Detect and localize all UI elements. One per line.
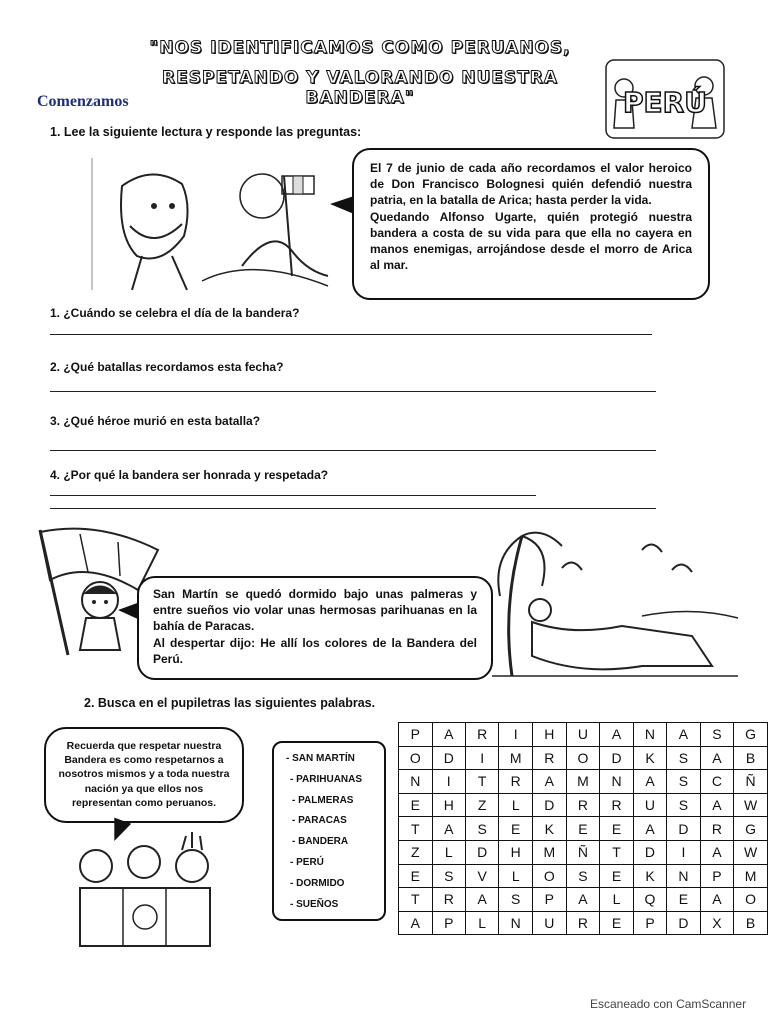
reading-bubble xyxy=(352,148,710,300)
word-search-cell[interactable]: R xyxy=(432,888,465,912)
answer-line-3[interactable] xyxy=(50,450,656,451)
answer-line-4b[interactable] xyxy=(50,508,656,509)
word-search-cell[interactable]: A xyxy=(700,746,733,770)
word-search-cell[interactable]: S xyxy=(667,793,700,817)
word-search-cell[interactable]: U xyxy=(566,723,600,747)
word-search-cell[interactable]: T xyxy=(399,888,433,912)
word-search-cell[interactable]: S xyxy=(432,864,465,888)
word-search-cell[interactable]: W xyxy=(734,793,768,817)
word-search-cell[interactable]: T xyxy=(399,817,433,841)
question-3: 3. ¿Qué héroe murió en esta batalla? xyxy=(50,414,261,428)
word-search-cell[interactable]: P xyxy=(533,888,567,912)
word-search-cell[interactable]: S xyxy=(566,864,600,888)
reading-bubble-tail xyxy=(330,196,354,214)
word-search-cell[interactable]: D xyxy=(600,746,633,770)
word-search-cell[interactable]: A xyxy=(700,840,733,864)
word-search-cell[interactable]: D xyxy=(465,840,498,864)
word-search-cell[interactable]: S xyxy=(465,817,498,841)
word-search-row xyxy=(399,888,768,912)
word-search-cell[interactable]: O xyxy=(566,746,600,770)
word-search-cell[interactable]: V xyxy=(465,864,498,888)
word-search-cell[interactable]: A xyxy=(465,888,498,912)
word-search-cell[interactable]: E xyxy=(600,817,633,841)
word-search-cell[interactable]: E xyxy=(667,888,700,912)
word-search-cell[interactable]: R xyxy=(600,793,633,817)
word-search-cell[interactable]: I xyxy=(667,840,700,864)
word-search-cell[interactable]: P xyxy=(432,911,465,935)
word-search-row xyxy=(399,746,768,770)
word-search-cell[interactable]: B xyxy=(734,746,768,770)
word-search-cell[interactable]: D xyxy=(667,817,700,841)
question-2: 2. ¿Qué batallas recordamos esta fecha? xyxy=(50,360,284,374)
word-search-cell[interactable]: P xyxy=(399,723,433,747)
word-search-cell[interactable]: P xyxy=(633,911,667,935)
word-search-cell[interactable]: A xyxy=(700,793,733,817)
word-search-cell[interactable]: D xyxy=(533,793,567,817)
word-search-cell[interactable]: Q xyxy=(633,888,667,912)
word-search-cell[interactable]: N xyxy=(633,723,667,747)
word-list-item: - PERÚ xyxy=(290,856,324,868)
word-search-cell[interactable]: N xyxy=(667,864,700,888)
reminder-bubble: Recuerda que respetar nuestra Bandera es como respetarnos a nosotros mismos y a toda nuestra nación ya que ellos nos representan como peruanos. xyxy=(44,727,244,823)
word-search-cell[interactable]: N xyxy=(499,911,533,935)
word-search-cell[interactable]: S xyxy=(667,770,700,794)
word-search-cell[interactable]: N xyxy=(600,770,633,794)
word-search-cell[interactable]: E xyxy=(399,864,433,888)
word-search-cell[interactable]: I xyxy=(465,746,498,770)
word-search-cell[interactable]: O xyxy=(734,888,768,912)
story-bubble xyxy=(137,576,493,680)
word-search-cell[interactable]: W xyxy=(734,840,768,864)
word-search-cell[interactable]: O xyxy=(533,864,567,888)
word-search-cell[interactable]: T xyxy=(465,770,498,794)
word-search-cell[interactable]: I xyxy=(499,723,533,747)
word-list-box xyxy=(272,741,386,921)
word-list-item: - SUEÑOS xyxy=(290,898,339,910)
word-search-row xyxy=(399,864,768,888)
word-list-item: - SAN MARTÍN xyxy=(286,753,355,764)
word-search-cell[interactable]: N xyxy=(399,770,433,794)
word-search-cell[interactable]: R xyxy=(499,770,533,794)
reading-paragraph-2: Quedando Alfonso Ugarte, quién protegió nuestra bandera a costa de su vida para que ella no cayera en manos enemigas, arrojándose desde el morro de Arica al mar. xyxy=(370,209,692,273)
word-search-cell[interactable]: L xyxy=(600,888,633,912)
word-search-cell[interactable]: R xyxy=(700,817,733,841)
section-label: Comenzamos xyxy=(37,93,129,110)
word-search-cell[interactable]: A xyxy=(600,723,633,747)
logo-text: PERÚ xyxy=(623,86,707,119)
word-search-cell[interactable]: Z xyxy=(465,793,498,817)
word-search-cell[interactable]: C xyxy=(700,770,733,794)
word-search-cell[interactable]: L xyxy=(499,793,533,817)
word-search-cell[interactable]: M xyxy=(499,746,533,770)
word-search-cell[interactable]: A xyxy=(700,888,733,912)
story-paragraph-1: San Martín se quedó dormido bajo unas palmeras y entre sueños vio volar unas hermosas parihuanas en la bahía de Paracas. xyxy=(153,587,477,634)
title-line-1: "NOS IDENTIFICAMOS COMO PERUANOS, xyxy=(149,38,571,58)
word-search-cell[interactable]: U xyxy=(533,911,567,935)
word-search-cell[interactable]: R xyxy=(566,911,600,935)
word-search-cell[interactable]: M xyxy=(533,840,567,864)
word-search-cell[interactable]: I xyxy=(432,770,465,794)
bolognesi-illustration xyxy=(92,156,330,292)
word-search-row xyxy=(399,911,768,935)
word-search-cell[interactable]: A xyxy=(633,770,667,794)
word-search-cell[interactable]: Z xyxy=(399,840,433,864)
reading-paragraph-1: El 7 de junio de cada año recordamos el valor heroico de Don Francisco Bolognesi quién defendió nuestra patria, en la batalla de Arica; hasta perder la vida. xyxy=(370,161,692,208)
word-search-cell[interactable]: E xyxy=(499,817,533,841)
question-4: 4. ¿Por qué la bandera ser honrada y respetada? xyxy=(50,468,329,482)
word-search-cell[interactable]: L xyxy=(465,911,498,935)
word-search-cell[interactable]: R xyxy=(533,746,567,770)
word-search-cell[interactable]: K xyxy=(633,746,667,770)
word-search-grid xyxy=(398,722,768,935)
san-martin-sleeping-illustration xyxy=(492,526,738,686)
word-search-cell[interactable]: E xyxy=(566,817,600,841)
word-search-cell[interactable]: A xyxy=(432,723,465,747)
word-search-cell[interactable]: X xyxy=(700,911,733,935)
word-search-cell[interactable]: B xyxy=(734,911,768,935)
word-search-cell[interactable]: Ñ xyxy=(566,840,600,864)
peru-logo-illustration xyxy=(604,58,726,140)
word-search-cell[interactable]: L xyxy=(432,840,465,864)
word-search-row xyxy=(399,723,768,747)
instruction-2: 2. Busca en el pupiletras las siguientes palabras. xyxy=(84,696,376,710)
word-search-cell[interactable]: E xyxy=(600,864,633,888)
word-search-cell[interactable]: D xyxy=(667,911,700,935)
question-1: 1. ¿Cuándo se celebra el día de la bandera? xyxy=(50,306,300,320)
word-search-cell[interactable]: T xyxy=(600,840,633,864)
word-search-cell[interactable]: M xyxy=(734,864,768,888)
word-search-cell[interactable]: A xyxy=(633,817,667,841)
word-search-cell[interactable]: R xyxy=(566,793,600,817)
word-search-cell[interactable]: E xyxy=(399,793,433,817)
word-search-cell[interactable]: H xyxy=(432,793,465,817)
answer-line-4a[interactable] xyxy=(50,495,536,496)
word-search-cell[interactable]: P xyxy=(700,864,733,888)
story-paragraph-2: Al despertar dijo: He allí los colores de la Bandera del Perú. xyxy=(153,635,477,666)
word-search-row xyxy=(399,770,768,794)
word-list-item: - PALMERAS xyxy=(292,794,354,806)
word-search-cell[interactable]: A xyxy=(667,723,700,747)
word-search-row xyxy=(399,793,768,817)
word-search-cell[interactable]: K xyxy=(533,817,567,841)
word-search-cell[interactable]: A xyxy=(566,888,600,912)
word-search-cell[interactable]: O xyxy=(399,746,433,770)
word-search-row xyxy=(399,817,768,841)
word-search-cell[interactable]: D xyxy=(633,840,667,864)
answer-line-1[interactable] xyxy=(50,334,652,335)
word-search-cell[interactable]: S xyxy=(499,888,533,912)
word-search-cell[interactable]: M xyxy=(566,770,600,794)
word-search-cell[interactable]: G xyxy=(734,723,768,747)
word-search-cell[interactable]: E xyxy=(600,911,633,935)
word-list-item: - PARACAS xyxy=(292,815,347,827)
word-search-cell[interactable]: H xyxy=(499,840,533,864)
word-search-cell[interactable]: Ñ xyxy=(734,770,768,794)
title-line-2: RESPETANDO Y VALORANDO NUESTRA BANDERA" xyxy=(162,68,558,108)
word-list-item: - BANDERA xyxy=(292,836,349,848)
word-search-cell[interactable]: A xyxy=(432,817,465,841)
word-search-cell[interactable]: H xyxy=(533,723,567,747)
word-search-cell[interactable]: A xyxy=(533,770,567,794)
word-search-row xyxy=(399,840,768,864)
word-search-cell[interactable]: K xyxy=(633,864,667,888)
word-list-item: - PARIHUANAS xyxy=(290,773,363,785)
answer-line-2[interactable] xyxy=(50,391,656,392)
three-children-with-flag-illustration xyxy=(70,832,220,950)
word-search-cell[interactable]: L xyxy=(499,864,533,888)
instruction-1: 1. Lee la siguiente lectura y responde las preguntas: xyxy=(50,125,362,139)
scanner-watermark: Escaneado con CamScanner xyxy=(590,997,747,1011)
word-search-cell[interactable]: D xyxy=(432,746,465,770)
word-search-cell[interactable]: U xyxy=(633,793,667,817)
word-search-cell[interactable]: G xyxy=(734,817,768,841)
word-search-cell[interactable]: R xyxy=(465,723,498,747)
word-search-cell[interactable]: S xyxy=(700,723,733,747)
word-search-cell[interactable]: S xyxy=(667,746,700,770)
word-search-cell[interactable]: A xyxy=(399,911,433,935)
word-list-item: - DORMIDO xyxy=(290,877,345,889)
